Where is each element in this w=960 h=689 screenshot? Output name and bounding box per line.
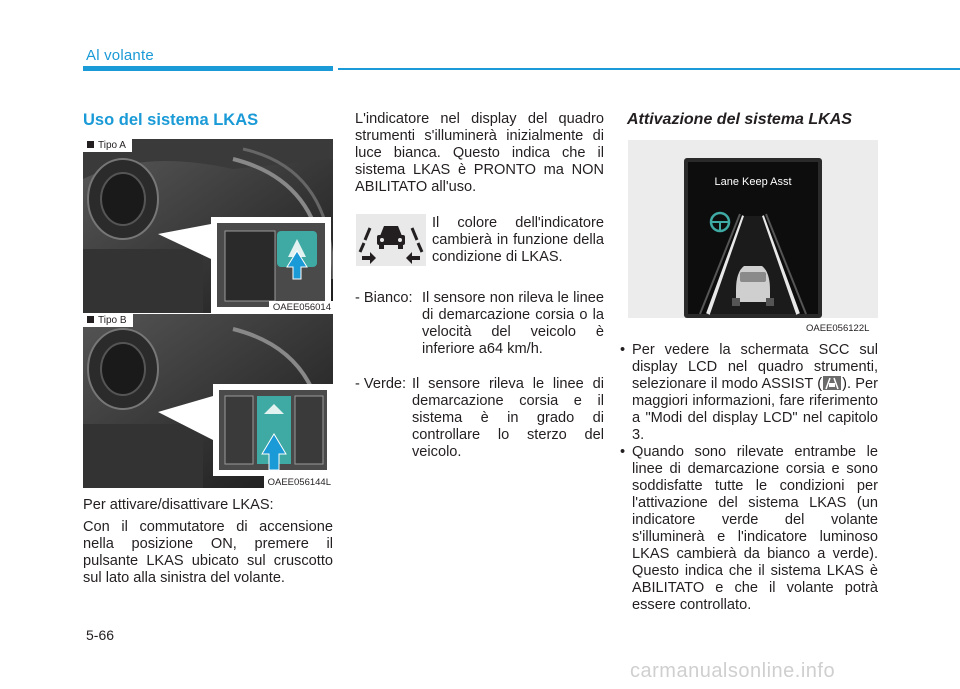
bullet-assist-text — [632, 342, 878, 444]
indicator-description — [432, 215, 604, 266]
lane-car-icon — [356, 214, 426, 266]
green-state-text: Il sensore rileva le linee di demarcazione corsia e il sistema è in grado di controllare lo sterzo del veicolo. — [412, 376, 604, 460]
photo-code-a: OAEE056014 — [269, 301, 333, 313]
screen-title: Lane Keep Asst — [714, 176, 792, 188]
photo-type-a — [83, 139, 333, 313]
bullet-assist-text-b: ). Per maggiori informazioni, fare riferimento a "Modi del display LCD" nel capitolo 3. — [632, 376, 878, 443]
indicator-description-text: Il colore dell'indicatore cambierà in funzione della condizione di LKAS. — [432, 215, 604, 265]
bullet-item-activation-condition — [620, 444, 878, 613]
bullet-dot: • — [620, 342, 626, 358]
green-state-item — [355, 376, 604, 466]
activation-instructions: Con il commutatore di accensione nella posizione ON, premere il pulsante LKAS ubicato sul cruscotto sul lato alla sinistra del volante. — [83, 519, 333, 586]
bullet-item-assist-mode — [620, 342, 878, 442]
bullet-dot: • — [620, 444, 626, 460]
white-state-text: Il sensore non rileva le linee di demarcazione corsia o la velocità del veicolo è inferiore a64 km/h. — [422, 290, 604, 357]
lkas-indicator-icon — [356, 214, 426, 266]
photo-tag-b — [83, 314, 133, 327]
photo-type-b — [83, 314, 333, 488]
photo-tag-a-label: Tipo A — [98, 140, 126, 151]
screen-image-code: OAEE056122L — [806, 323, 870, 334]
indicator-intro — [355, 111, 604, 196]
header-rule-thick — [83, 66, 333, 71]
dashboard-switch-illustration-b — [83, 314, 333, 488]
indicator-intro-text: L'indicatore nel display del quadro strumenti s'illuminerà inizialmente di luce bianca. Questo indica che il sistema LKAS è PRONTO ma NON ABILITATO all'uso. — [355, 111, 604, 195]
white-state-item — [355, 290, 604, 370]
assist-mode-icon — [823, 376, 841, 390]
square-bullet-icon — [87, 141, 94, 148]
photo-code-b: OAEE056144L — [264, 476, 333, 488]
green-state-label: - Verde: — [355, 376, 407, 392]
photo-tag-a — [83, 139, 132, 152]
activation-intro: Per attivare/disattivare LKAS: — [83, 497, 274, 513]
page-number: 5-66 — [86, 627, 115, 643]
cluster-screen-illustration — [628, 140, 878, 318]
bullet-activation-text: Quando sono rilevate entrambe le linee di demarcazione corsia e sono soddisfatte tutte le condizioni per l'attivazione del sistema LKAS (un indicatore verde del volante s'illuminerà e l'indicatore luminoso LKAS cambierà da bianco a verde). Questo indica che il sistema LKAS è ABILITATO e che il volante potrà essere controllato. — [632, 444, 878, 613]
white-state-label: - Bianco: — [355, 290, 413, 306]
bullet-assist-text-a: Per vedere la schermata SCC sul display LCD nel quadro strumenti, selezionare il modo ASSIST ( — [632, 342, 878, 392]
lkas-usage-heading: Uso del sistema LKAS — [83, 111, 259, 129]
lkas-display-image — [628, 140, 878, 318]
lkas-activation-heading: Attivazione del sistema LKAS — [627, 111, 852, 128]
dashboard-switch-illustration-a — [83, 139, 333, 313]
square-bullet-icon — [87, 316, 94, 323]
header-rule-thin — [338, 68, 960, 70]
photo-tag-b-label: Tipo B — [98, 315, 127, 326]
watermark: carmanualsonline.info — [630, 660, 836, 682]
left-text-block — [83, 497, 333, 587]
section-title: Al volante — [86, 47, 154, 64]
